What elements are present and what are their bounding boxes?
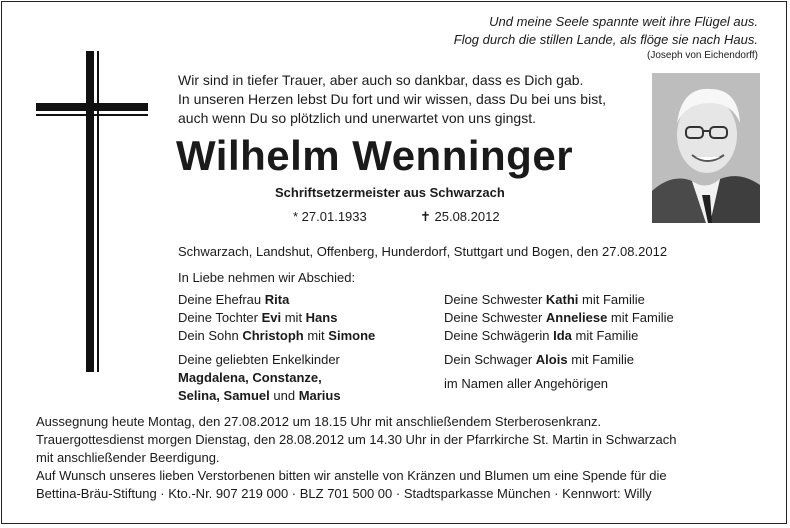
family-list-right	[444, 291, 674, 393]
intro-text	[178, 71, 606, 128]
place-and-date: Schwarzach, Landshut, Offenberg, Hunderdorf, Stuttgart und Bogen, den 27.08.2012	[178, 244, 668, 259]
poem	[454, 13, 758, 49]
farewell-heading: In Liebe nehmen wir Abschied:	[178, 270, 356, 285]
list-item: Magdalena, Constanze,	[178, 370, 322, 385]
poem-attribution: (Joseph von Eichendorff)	[647, 50, 758, 61]
notice-line-1: Aussegnung heute Montag, den 27.08.2012 um 18.15 Uhr mit anschließendem Sterberosenkranz.	[36, 414, 602, 429]
notice-line-5: Bettina-Bräu-Stiftung · Kto.-Nr. 907 219 000 · BLZ 701 500 00 · Stadtsparkasse München · Kennwort: Willy	[36, 486, 652, 501]
poem-line-1: Und meine Seele spannte weit ihre Flügel aus.	[489, 14, 758, 29]
family-list-left	[178, 291, 375, 405]
list-item: Deine Tochter Evi mit Hans	[178, 310, 338, 325]
intro-line-2: In unseren Herzen lebst Du fort und wir wissen, dass Du bei uns bist,	[178, 91, 606, 107]
list-item: Deine Schwägerin Ida mit Familie	[444, 328, 639, 343]
portrait-photo	[652, 73, 760, 223]
list-item: Deine geliebten Enkelkinder	[178, 352, 340, 367]
intro-line-1: Wir sind in tiefer Trauer, aber auch so dankbar, dass es Dich gab.	[178, 72, 584, 88]
service-notices	[36, 413, 676, 503]
death-date: ✝ 25.08.2012	[420, 209, 500, 224]
list-item: im Namen aller Angehörigen	[444, 376, 609, 391]
birth-date: * 27.01.1933	[293, 209, 367, 224]
list-item: Dein Sohn Christoph mit Simone	[178, 328, 376, 343]
list-item: Deine Schwester Kathi mit Familie	[444, 292, 645, 307]
notice-line-4: Auf Wunsch unseres lieben Verstorbenen bitten wir anstelle von Kränzen und Blumen um eine Spende für die	[36, 468, 667, 483]
list-item: Deine Ehefrau Rita	[178, 292, 290, 307]
obituary-notice	[1, 1, 787, 524]
deceased-name: Wilhelm Wenninger	[176, 132, 574, 179]
list-item: Deine Schwester Anneliese mit Familie	[444, 310, 674, 325]
poem-line-2: Flog durch die stillen Lande, als flöge sie nach Haus.	[453, 32, 758, 47]
list-item: Dein Schwager Alois mit Familie	[444, 352, 635, 367]
notice-line-2: Trauergottesdienst morgen Dienstag, den 28.08.2012 um 14.30 Uhr in der Pfarrkirche St. Martin in Schwarzach	[36, 432, 677, 447]
notice-line-3: mit anschließender Beerdigung.	[36, 450, 220, 465]
intro-line-3: auch wenn Du so plötzlich und unerwartet von uns gingst.	[178, 110, 536, 126]
occupation: Schriftsetzermeister aus Schwarzach	[275, 185, 505, 200]
list-item: Selina, Samuel und Marius	[178, 388, 341, 403]
